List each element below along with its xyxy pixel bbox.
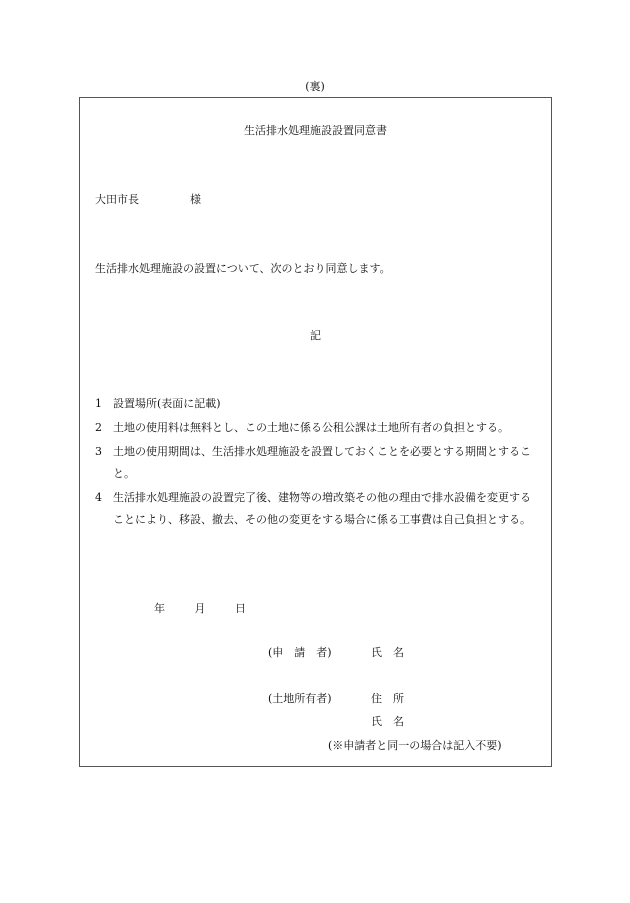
item-number: 4 (95, 491, 102, 504)
footnote: (※申請者と同一の場合は記入不要) (328, 739, 502, 752)
list-item (95, 487, 535, 531)
item-number: 1 (95, 397, 102, 410)
item-list (95, 393, 535, 533)
page-label: (裏) (305, 80, 325, 93)
landowner-name-label: 氏 名 (371, 715, 404, 728)
date-line (154, 600, 246, 616)
landowner-address-label: 住 所 (371, 692, 404, 705)
date-year: 年 (154, 602, 165, 615)
list-item (95, 417, 535, 439)
item-text: 土地の使用料は無料とし、この土地に係る公租公課は土地所有者の負担とする。 (113, 421, 509, 434)
item-number: 3 (95, 445, 102, 458)
applicant-role: (申 請 者) (268, 646, 332, 659)
applicant-name-label: 氏 名 (371, 646, 404, 659)
addressee (95, 191, 201, 207)
date-month: 月 (194, 602, 206, 615)
addressee-honorific: 様 (190, 193, 201, 206)
item-text: 土地の使用期間は、生活排水処理施設を設置しておくことを必要とする期間とすること。 (113, 445, 531, 480)
list-item (95, 441, 535, 485)
item-number: 2 (95, 421, 102, 434)
item-text: 生活排水処理施設の設置完了後、建物等の増改築その他の理由で排水設備を変更することにより、移設、撤去、その他の変更をする場合に係る工事費は自己負担とする。 (113, 491, 531, 526)
item-text: 設置場所(表面に記載) (113, 397, 221, 410)
landowner-role: (土地所有者) (268, 692, 332, 705)
consent-statement: 生活排水処理施設の設置について、次のとおり同意します。 (95, 262, 391, 275)
ki-heading: 記 (310, 329, 321, 342)
document-title: 生活排水処理施設設置同意書 (244, 124, 387, 137)
addressee-name: 大田市長 (95, 193, 139, 206)
list-item (95, 393, 535, 415)
date-day: 日 (235, 602, 246, 615)
